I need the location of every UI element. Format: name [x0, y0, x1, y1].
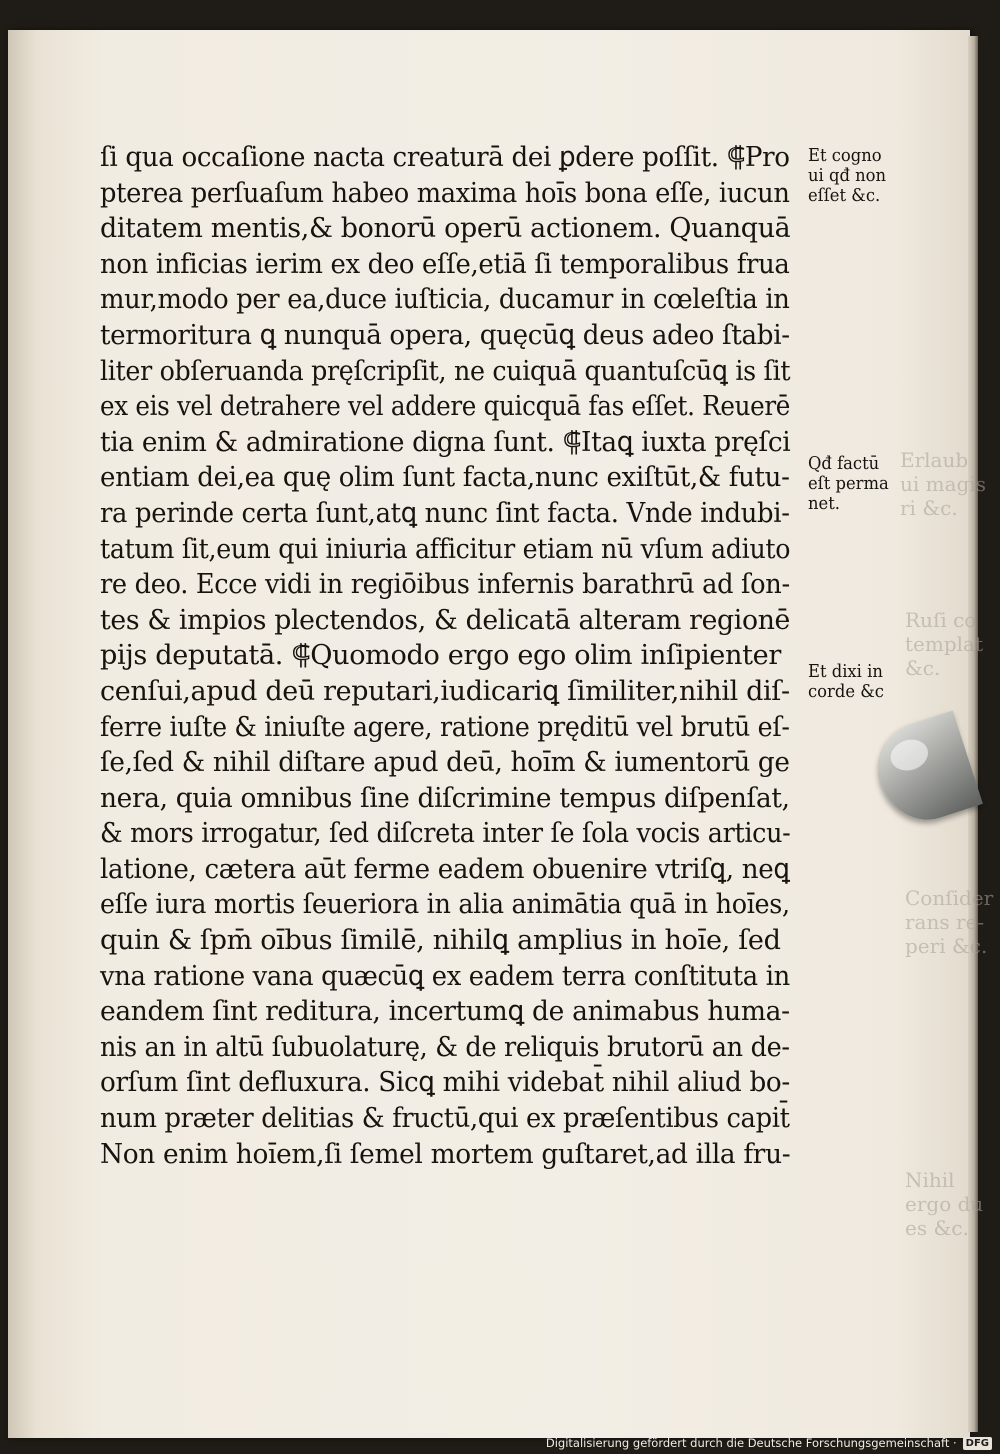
margin-note: Et cogno ui qđ non eſſet &c.: [808, 145, 887, 206]
text-line: tatum ſit,eum qui iniuria afficitur etiam nū vſum adiuto: [100, 532, 791, 565]
text-line: nera, quia omnibus ſine diſcrimine tempus diſpenſat,: [100, 781, 790, 814]
footer-credit: Digitalisierung gefördert durch die Deutsche Forschungsgemeinschaft ·: [545, 1436, 957, 1450]
text-line: pijs deputatā. ⸿Quomodo ergo ego olim inſipienter: [100, 639, 781, 672]
text-line: cenſui,apud deū reputari,iudicariꝗ ſimiliter,nihil diſ-: [100, 674, 790, 707]
bleed-through-text: Ruſi co templat &c.: [905, 608, 983, 680]
margin-note: Qđ factū eſt perma net.: [808, 453, 889, 514]
footer-bar: [0, 1432, 1000, 1454]
text-line: latione, cætera aūt ferme eadem obuenire vtriſꝗ, neꝗ: [100, 852, 790, 885]
text-line: tia enim & admiratione digna ſunt. ⸿Itaꝗ iuxta pręſci: [100, 425, 791, 458]
text-line: eandem ſint reditura, incertumꝗ de animabus huma-: [100, 995, 790, 1028]
main-text-block: [100, 140, 800, 1172]
text-line: liter obſeruanda pręſcripſit, ne cuiquā quantuſcūꝗ is ſit: [100, 354, 791, 387]
text-line: tes & impios plectendos, & delicatā alteram regionē: [100, 603, 791, 636]
text-line: ferre iuſte & iniuſte agere, ratione pręditū vel brutū eſ-: [100, 710, 790, 743]
text-line: orſum ſint defluxura. Sicꝗ mihi videbat̄ nihil aliud bo-: [100, 1066, 790, 1099]
text-line: & mors irrogatur, ſed diſcreta inter ſe ſola vocis articu-: [100, 817, 791, 850]
text-line: ex eis vel detrahere vel addere quicquā fas eſſet. Reuerē: [100, 390, 791, 423]
bleed-through-text: Nihil ergo du es &c.: [905, 1168, 984, 1240]
text-line: Non enim hoı̄em,ſi ſemel mortem guſtaret,ad illa fru-: [100, 1137, 791, 1170]
text-line: pterea perſuaſum habeo maxima hoı̄s bona eſſe, iucun: [100, 176, 790, 209]
text-line: nis an in altū ſubuolaturę, & de reliquis brutorū an de-: [100, 1030, 790, 1063]
text-line: ditatem mentis,& bonorū operū actionem. Quanquā: [100, 212, 791, 245]
text-line: vna ratione vana quæcūꝗ ex eadem terra conſtituta in: [100, 959, 790, 992]
dfg-logo: DFG: [963, 1437, 992, 1450]
text-line: entiam dei,ea quę olim ſunt facta,nunc exiſtūt,& futu-: [100, 461, 790, 494]
text-line: ra perinde certa ſunt,atꝗ nunc ſint facta. Vnde indubi-: [100, 496, 790, 529]
text-line: re deo. Ecce vidi in regiōibus infernis barathrū ad ſon-: [100, 568, 790, 601]
bleed-through-text: Conſider rans re- peri &c.: [905, 886, 994, 958]
text-line: eſſe iura mortis ſeueriora in alia animātia quā in hoı̄es,: [100, 888, 790, 921]
text-line: mur,modo per ea,duce iuſticia, ducamur in cœleſtia in: [100, 283, 790, 316]
text-line: num præter delitias & fructū,qui ex præſentibus capit̄: [100, 1102, 790, 1135]
text-line: quin & ſpm̄ oı̄bus ſimilē, nihilꝗ amplius in hoı̄e, ſed: [100, 924, 781, 957]
text-line: non inficias ierim ex deo eſſe,etiā ſi temporalibus frua: [100, 247, 790, 280]
text-line: termoritura ꝗ nunquā opera, quęcūꝗ deus adeo ſtabi-: [100, 318, 790, 351]
bleed-through-text: Erlaub ui magis ri &c.: [900, 448, 986, 520]
text-line: ſe,ſed & nihil diſtare apud deū, hoı̄m & iumentorū ge: [100, 746, 790, 779]
text-line: ſi qua occaſione nacta creaturā dei ꝑdere poſſit. ⸿Pro: [100, 141, 790, 173]
margin-note: Et dixi in corde &c: [808, 661, 884, 702]
